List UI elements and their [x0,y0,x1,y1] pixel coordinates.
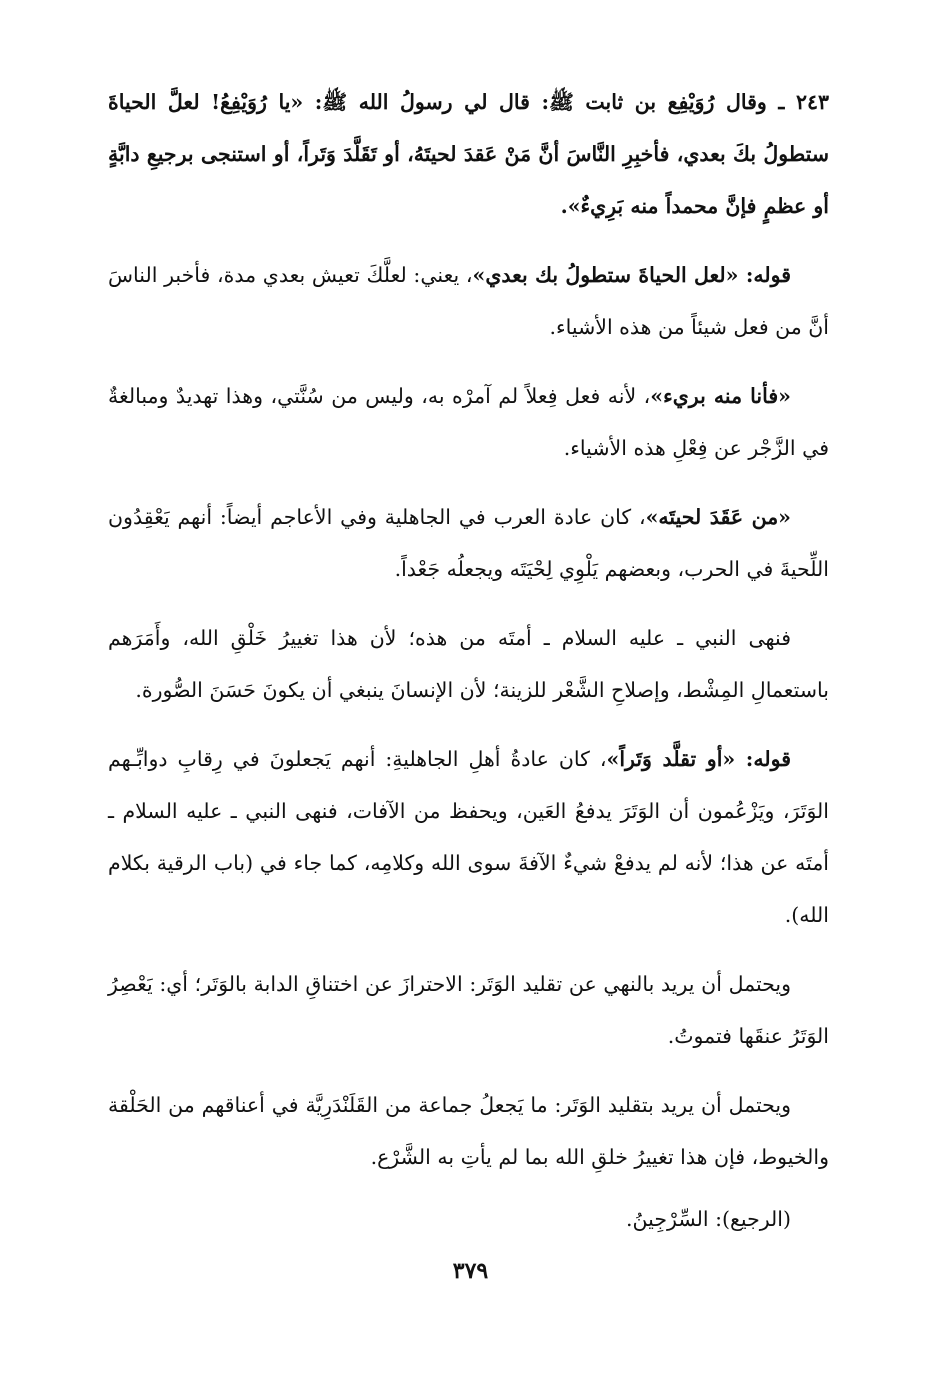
page-number: ٣٧٩ [452,1258,489,1284]
quoted-phrase: قوله: «أو تقلَّد وَتَراً» [606,747,792,771]
hadith-text: ٢٤٣ ـ وقال رُوَيْفِع بن ثابت ﷺ: قال لي رسولُ الله ﷺ: «يا رُوَيْفِعُ! لعلَّ الحياةَ ستطولُ بكَ بعدي، فأخبِرِ النَّاسَ أنَّ مَنْ عَقدَ لحيتَهُ، أو تَقَلَّدَ وَتَراً، أو استنجى برجيعِ دابَّةٍ أو عظمٍ فإنَّ محمداً منه بَرِيءٌ». [108,90,829,218]
commentary-text: (الرجيع): السِّرْجِينُ. [626,1207,791,1231]
commentary-text: فنهى النبي ـ عليه السلام ـ أمتَه من هذه؛ لأن هذا تغييرُ خَلْقِ الله، وأَمَرَهم باستعمالِ المِشْط، وإصلاحِ الشَّعْر للزينة؛ لأن الإنسانَ ينبغي أن يكونَ حَسَنَ الصُّورة. [108,626,829,702]
commentary-text: ويحتمل أن يريد بتقليد الوَتَر: ما يَجعلُ جماعة من القَلَنْدَرِيَّة في أعناقهم من الحَلْقة والخيوط، فإن هذا تغييرُ خلقِ الله بما لم يأتِ به الشَّرْع. [108,1093,829,1169]
quoted-phrase: قوله: «لعل الحياةَ ستطولُ بك بعدي» [472,263,792,287]
commentary-text: ويحتمل أن يريد بالنهي عن تقليد الوَتَر: الاحترازَ عن اختناقِ الدابة بالوَتَر؛ أي: يَعْصِرُ الوَتَرُ عنقَها فتموتُ. [108,972,829,1048]
commentary-paragraph [108,370,829,474]
commentary-text: ، يعني: لعلَّكَ تعيش بعدي مدة، فأخبر الناسَ أنَّ من فعل شيئاً من هذه الأشياء. [108,263,829,339]
commentary-paragraph [108,491,829,595]
commentary-text: ، كان عادة العرب في الجاهلية وفي الأعاجم أيضاً: أنهم يَعْقِدُون اللِّحيةَ في الحرب، وبعضهم يَلْوِي لِحْيَتَه ويجعلُه جَعْداً. [108,505,829,581]
quoted-phrase: «من عَقَدَ لحيتَه» [645,505,791,529]
commentary-paragraph [108,612,829,716]
commentary-paragraph [108,1079,829,1183]
commentary-paragraph [108,733,829,941]
commentary-paragraph [108,249,829,353]
commentary-paragraph [108,958,829,1062]
commentary-paragraph [108,1193,829,1245]
quoted-phrase: «فأنا منه بريء» [650,384,791,408]
commentary-text: ، كان عادةُ أهلِ الجاهليةِ: أنهم يَجعلونَ في رِقابِ دوابِّـهم الوَتَرَ، ويَزْعُمون أن الوَتَرَ يدفعُ العَين، ويحفظ من الآفات، فنهى النبي ـ عليه السلام ـ أمتَه عن هذا؛ لأنه لم يدفعْ شيءٌ الآفةَ سوى الله وكلامِه، كما جاء في (باب الرقية بكلام الله). [108,747,829,927]
commentary-text: ، لأنه فعل فِعلاً لم آمرْه به، وليس من سُنَّتي، وهذا تهديدٌ ومبالغةٌ في الزَّجْر عن فِعْلِ هذه الأشياء. [108,384,829,460]
